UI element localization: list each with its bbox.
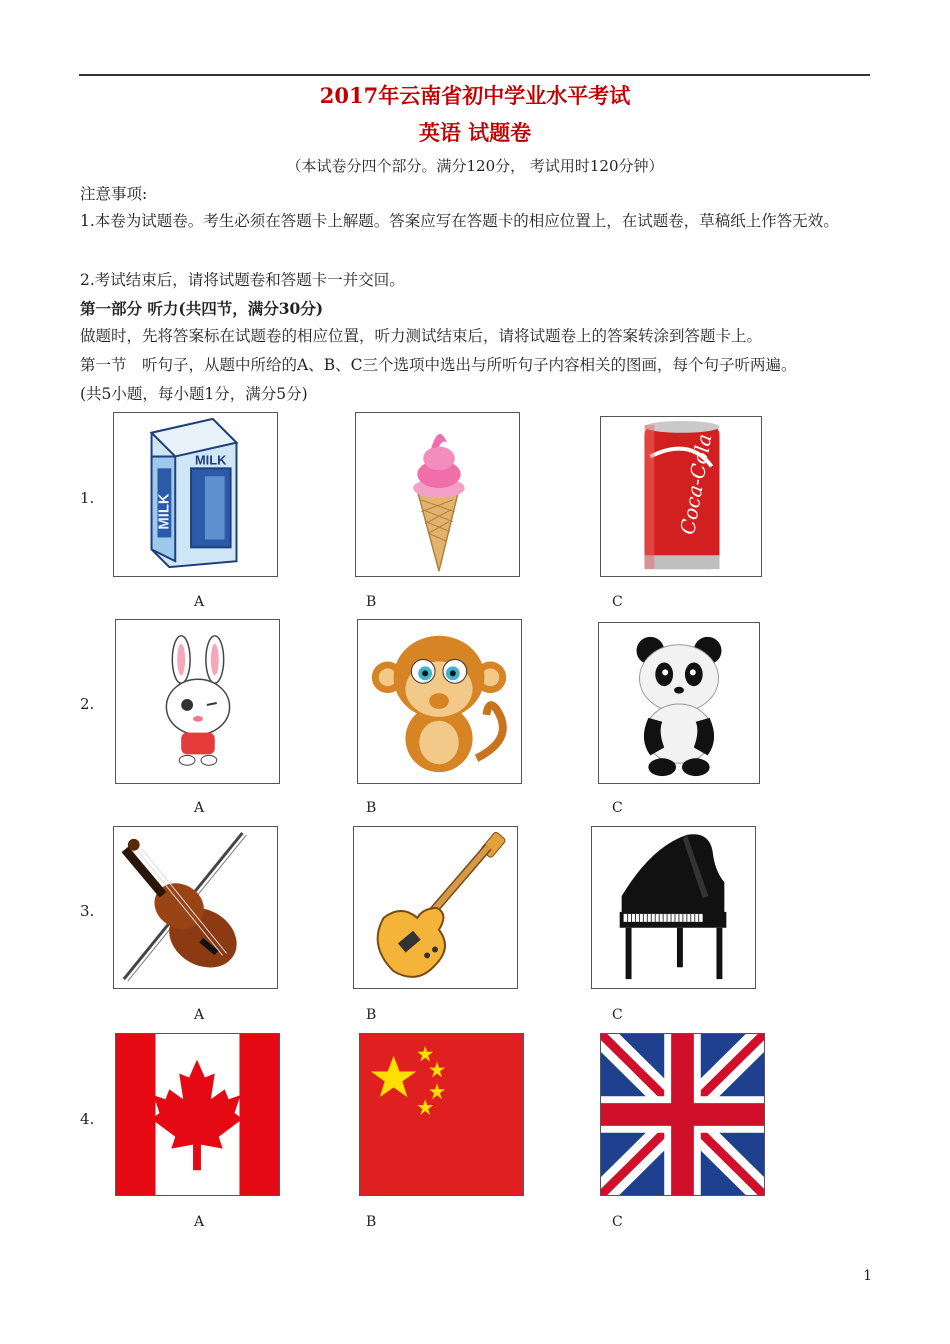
cola-logo-text: Coca-Cola: [676, 432, 717, 537]
question-number: 2.: [80, 695, 95, 713]
note-item-2: 2.考试结束后，请将试题卷和答题卡一并交回。: [80, 271, 405, 289]
option-label: C: [612, 800, 623, 816]
question-number: 4.: [80, 1110, 95, 1128]
violin-image[interactable]: [113, 826, 278, 989]
option-label: A: [194, 1214, 205, 1230]
option-label: B: [366, 800, 377, 816]
option-label: C: [612, 1007, 623, 1023]
part1-instruction: 做题时，先将答案标在试题卷的相应位置，听力测试结束后，请将试题卷上的答案转涂到答题卡上。: [80, 327, 763, 345]
notes-heading: 注意事项:: [80, 185, 148, 203]
option-label: A: [194, 800, 205, 816]
section1-note: (共5小题，每小题1分，满分5分): [80, 385, 308, 403]
page-number: 1: [863, 1268, 872, 1284]
ice-cream-image[interactable]: [355, 412, 520, 577]
china-flag-image[interactable]: [359, 1033, 524, 1196]
cola-can-image[interactable]: [600, 416, 762, 577]
option-label: B: [366, 1214, 377, 1230]
grand-piano-image[interactable]: [591, 826, 756, 989]
option-label: C: [612, 594, 623, 610]
note-item-1: 1.本卷为试题卷。考生必须在答题卡上解题。答案应写在答题卡的相应位置上，在试题卷，草稿纸上作答无效。: [80, 212, 839, 230]
question-number: 3.: [80, 902, 95, 920]
question-number: 1.: [80, 489, 95, 507]
exam-title: 2017年云南省初中学业水平考试: [319, 83, 631, 108]
part1-heading: 第一部分 听力(共四节，满分30分): [80, 299, 324, 318]
exam-info: （本试卷分四个部分。满分120分， 考试用时120分钟）: [286, 157, 664, 175]
option-label: A: [194, 594, 205, 610]
milk-label-side: MILK: [156, 493, 173, 530]
exam-subtitle: 英语 试题卷: [418, 120, 532, 145]
option-label: B: [366, 594, 377, 610]
monkey-image[interactable]: [357, 619, 522, 784]
option-label: A: [194, 1007, 205, 1023]
top-rule: [79, 74, 870, 76]
rabbit-image[interactable]: [115, 619, 280, 784]
uk-flag-image[interactable]: [600, 1033, 765, 1196]
electric-guitar-image[interactable]: [353, 826, 518, 989]
panda-image[interactable]: [598, 622, 760, 784]
milk-label-front: MILK: [195, 452, 227, 468]
canada-flag-image[interactable]: [115, 1033, 280, 1196]
option-label: B: [366, 1007, 377, 1023]
milk-carton-image[interactable]: [113, 412, 278, 577]
section1-instruction: 第一节 听句子，从题中所给的A、B、C三个选项中选出与所听句子内容相关的图画，每个句子听两遍。: [80, 356, 797, 374]
option-label: C: [612, 1214, 623, 1230]
